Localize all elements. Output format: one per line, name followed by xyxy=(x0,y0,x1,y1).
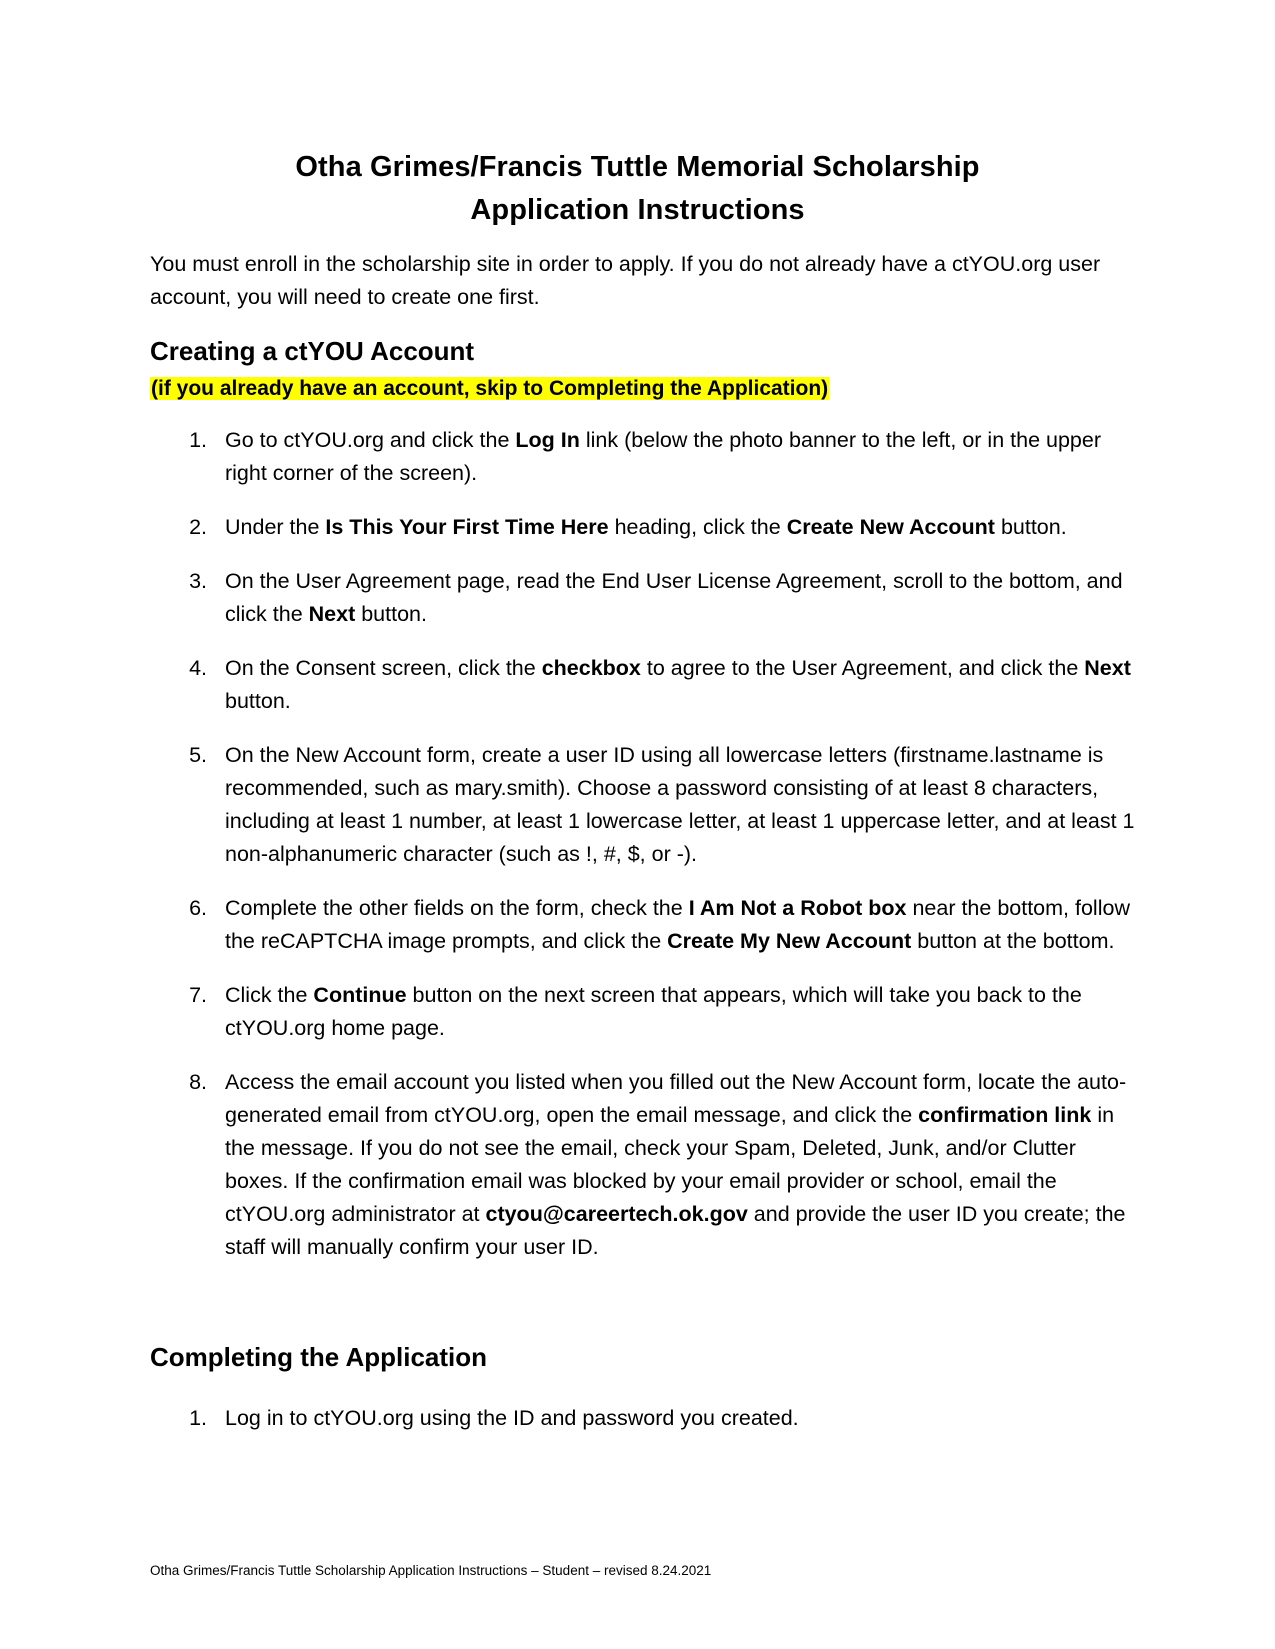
list-item-text xyxy=(225,1402,1135,1435)
bold-text: ctyou@careertech.ok.gov xyxy=(485,1202,748,1226)
text-run: heading, click the xyxy=(608,515,787,539)
text-run: On the Consent screen, click the xyxy=(225,656,542,680)
list-item-number: 2. xyxy=(189,515,207,539)
bold-text: Is This Your First Time Here xyxy=(325,515,609,539)
text-run: button at the bottom. xyxy=(911,929,1115,953)
text-run: Go to ctYOU.org and click the xyxy=(225,428,516,452)
bold-text: Log In xyxy=(515,428,580,452)
list-item-text xyxy=(225,739,1135,871)
list-item xyxy=(150,565,1135,631)
list-item xyxy=(150,1066,1135,1264)
text-run: Log in to ctYOU.org using the ID and password you created. xyxy=(225,1406,799,1430)
text-run: On the User Agreement page, read the End User License Agreement, scroll to the bottom, and click the xyxy=(225,569,1123,626)
bold-text: Next xyxy=(1084,656,1131,680)
intro-paragraph: You must enroll in the scholarship site in order to apply. If you do not already have a ctYOU.org user account, you will need to create one first. xyxy=(150,252,1101,309)
bold-text: I Am Not a Robot box xyxy=(688,896,907,920)
bold-text: confirmation link xyxy=(918,1103,1092,1127)
list-item-number: 6. xyxy=(189,896,207,920)
text-run: link (below the photo banner to the left, or in the upper right corner of the screen). xyxy=(225,428,1101,485)
bold-text: Create New Account xyxy=(786,515,995,539)
list-item-text xyxy=(225,979,1135,1045)
text-run: On the New Account form, create a user ID using all lowercase letters (firstname.lastname is recommended, such as mary.smith). Choose a password consisting of at least 8 characters, including at least 1 number, at least 1 lowercase letter, at least 1 uppercase letter, and at least 1 non-alphanumeric character (such as !, #, $, or -). xyxy=(225,743,1135,866)
text-run: near the bottom, follow the reCAPTCHA image prompts, and click the xyxy=(225,896,1130,953)
document-subtitle: Application Instructions xyxy=(470,194,805,226)
list-item-number: 1. xyxy=(189,1406,207,1430)
section-heading-completing-application: Completing the Application xyxy=(150,1342,488,1372)
list-item-text xyxy=(225,424,1135,490)
list-item-number: 1. xyxy=(189,428,207,452)
list-item xyxy=(150,979,1135,1045)
list-item-number: 4. xyxy=(189,656,207,680)
text-run: Click the xyxy=(225,983,314,1007)
list-item-text xyxy=(225,652,1135,718)
section-heading-create-account: Creating a ctYOU Account xyxy=(150,336,475,366)
list-item xyxy=(150,424,1135,490)
text-run: Complete the other fields on the form, check the xyxy=(225,896,689,920)
create-account-steps xyxy=(150,424,1135,1285)
text-run: button. xyxy=(355,602,427,626)
list-item-number: 3. xyxy=(189,569,207,593)
text-run: in the message. If you do not see the email, check your Spam, Deleted, Junk, and/or Clutter boxes. If the confirmation email was blocked by your email provider or school, email the ctYOU.org administrator at xyxy=(225,1103,1115,1226)
text-run: button on the next screen that appears, which will take you back to the ctYOU.org home page. xyxy=(225,983,1082,1040)
completing-application-steps xyxy=(150,1402,1135,1456)
text-run: Access the email account you listed when you filled out the New Account form, locate the auto-generated email from ctYOU.org, open the email message, and click the xyxy=(225,1070,1127,1127)
text-run: Under the xyxy=(225,515,326,539)
list-item-text xyxy=(225,511,1135,544)
bold-text: checkbox xyxy=(541,656,641,680)
list-item xyxy=(150,1402,1135,1435)
list-item-text xyxy=(225,892,1135,958)
text-run: button. xyxy=(994,515,1067,539)
list-item-text xyxy=(225,565,1135,631)
highlighted-note xyxy=(150,375,829,403)
list-item-text xyxy=(225,1066,1135,1264)
bold-text: Continue xyxy=(313,983,407,1007)
text-run: to agree to the User Agreement, and click the xyxy=(640,656,1085,680)
text-run: button. xyxy=(225,689,291,713)
list-item-number: 8. xyxy=(189,1070,207,1094)
bold-text: Next xyxy=(308,602,356,626)
document-title: Otha Grimes/Francis Tuttle Memorial Scholarship xyxy=(295,151,980,183)
list-item-number: 5. xyxy=(189,743,207,767)
text-run: and provide the user ID you create; the staff will manually confirm your user ID. xyxy=(225,1202,1126,1259)
list-item xyxy=(150,739,1135,871)
highlighted-note-text: (if you already have an account, skip to Completing the Application) xyxy=(151,377,829,400)
list-item xyxy=(150,652,1135,718)
list-item-number: 7. xyxy=(189,983,207,1007)
list-item xyxy=(150,892,1135,958)
page-footer: Otha Grimes/Francis Tuttle Scholarship Application Instructions – Student – revised 8.24.2021 xyxy=(150,1563,712,1578)
list-item xyxy=(150,511,1135,544)
bold-text: Create My New Account xyxy=(667,929,912,953)
